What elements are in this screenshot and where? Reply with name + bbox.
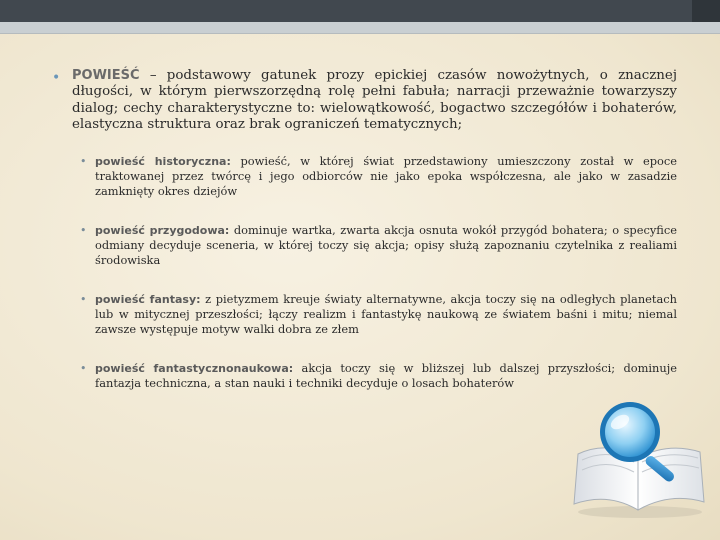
main-term: POWIEŚĆ — [72, 68, 140, 83]
sub-bullet-fantasy — [80, 291, 678, 337]
header-bar-light — [0, 22, 720, 34]
sub-bullet-dot: • — [80, 292, 87, 306]
sub-bullet-scifi — [80, 360, 677, 391]
sub-bullet-adventure — [80, 222, 677, 268]
sub-definition: z pietyzmem kreuje światy alternatywne, akcja toczy się na odległych planetach lub w mitycznej przeszłości; łączy realizm i fantastykę naukową ze światem baśni i mitu; niemal zawsze występuje motyw walki dobra ze złem — [95, 291, 678, 336]
bullet-dot: • — [52, 70, 61, 86]
sub-definition: powieść, w której świat przedstawiony umieszczony został w epoce traktowanej przez twórcę i jego odbiorców nie jako epoka współczesna, ale jako w zasadzie zamknięty okres dziejów — [95, 153, 677, 198]
sub-term: powieść historyczna: — [95, 154, 231, 168]
sub-term: powieść fantasy: — [95, 292, 201, 306]
sub-bullet-dot: • — [80, 223, 87, 237]
header-corner — [692, 0, 720, 22]
slide-content — [52, 68, 677, 391]
sub-definition: akcja toczy się w bliższej lub dalszej przyszłości; dominuje fantazja techniczna, a stan nauki i techniki decyduje o losach bohaterów — [95, 360, 677, 390]
sub-term: powieść przygodowa: — [95, 223, 230, 237]
book-magnifier-illustration — [560, 392, 710, 522]
header-bar-dark — [0, 0, 720, 22]
sub-term: powieść fantastycznonaukowa: — [95, 361, 294, 375]
sub-bullet-historical — [80, 153, 677, 199]
main-bullet — [52, 68, 677, 134]
main-definition: – podstawowy gatunek prozy epickiej czasów nowożytnych, o znacznej długości, w którym pierwszorzędną rolę pełni fabuła; narracji przeważnie towarzyszy dialog; cechy charakterystyczne to: wielowątkowość, bogactwo szczegółów i bohaterów, elastyczna struktura oraz brak ograniczeń tematycznych; — [72, 68, 677, 133]
open-book-icon — [560, 392, 710, 522]
sub-definition: dominuje wartka, zwarta akcja osnuta wokół przygód bohatera; o specyfice odmiany decyduje sceneria, w której toczy się akcja; opisy służą zapoznaniu czytelnika z realiami środowiska — [95, 222, 677, 267]
sub-bullet-dot: • — [80, 361, 87, 375]
sub-bullet-dot: • — [80, 154, 87, 168]
